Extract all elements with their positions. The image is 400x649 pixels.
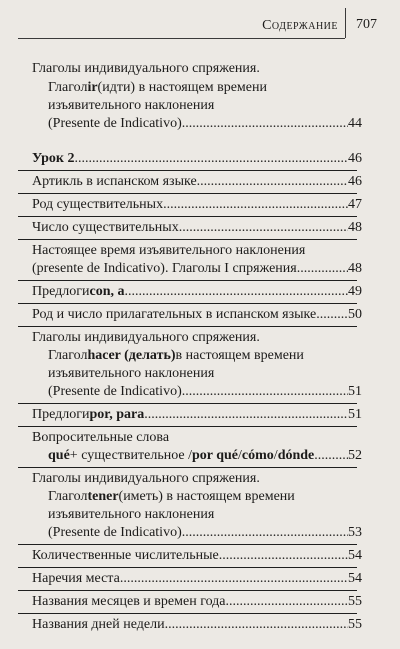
lesson-title: Урок 2 bbox=[32, 151, 75, 166]
toc-page-number: 48 bbox=[348, 220, 362, 235]
divider bbox=[18, 326, 357, 327]
toc-page-number: 55 bbox=[348, 594, 362, 609]
toc-entry[interactable] bbox=[32, 593, 362, 611]
toc-text: изъявительного наклонения bbox=[48, 98, 215, 113]
toc-entry[interactable] bbox=[32, 406, 362, 424]
toc-page-number: 55 bbox=[348, 617, 362, 632]
toc-text: + существительное / bbox=[69, 448, 192, 463]
toc-text: Предлоги bbox=[32, 284, 90, 299]
toc-text: Глагол bbox=[48, 348, 88, 363]
toc-text: в настоящем времени bbox=[175, 348, 304, 363]
toc-bold-term: por qué bbox=[191, 448, 239, 463]
toc-entry[interactable] bbox=[48, 447, 362, 465]
divider bbox=[18, 193, 357, 194]
toc-text: Число существительных bbox=[32, 220, 179, 235]
toc-entry[interactable] bbox=[32, 570, 362, 588]
toc-entry[interactable] bbox=[32, 219, 362, 237]
toc-text: Названия месяцев и времен года bbox=[32, 594, 226, 609]
toc-page-number: 54 bbox=[348, 548, 362, 563]
toc-page-number: 54 bbox=[348, 571, 362, 586]
toc-text: Названия дней недели bbox=[32, 617, 165, 632]
divider bbox=[18, 613, 357, 614]
dot-leader bbox=[226, 593, 348, 611]
toc-text: изъявительного наклонения bbox=[48, 507, 215, 522]
toc-entry[interactable] bbox=[32, 616, 362, 634]
toc-page-number: 51 bbox=[348, 384, 362, 399]
toc-heading bbox=[32, 60, 362, 78]
toc-page-number: 46 bbox=[348, 151, 362, 166]
toc-text: Предлоги bbox=[32, 407, 90, 422]
dot-leader bbox=[124, 283, 348, 301]
toc-text: (идти) в настоящем времени bbox=[97, 80, 267, 95]
toc-bold-term: ir bbox=[87, 80, 98, 95]
toc-text: (presente de Indicativo). Глаголы I спряжения bbox=[32, 261, 297, 276]
toc-text: Глаголы индивидуального спряжения. bbox=[32, 61, 260, 76]
toc-text: Глагол bbox=[48, 80, 88, 95]
toc-text: Наречия места bbox=[32, 571, 120, 586]
divider bbox=[18, 590, 357, 591]
toc-entry[interactable] bbox=[32, 196, 362, 214]
toc-text: / bbox=[238, 448, 242, 463]
toc-heading bbox=[32, 470, 362, 488]
toc-text: Род существительных bbox=[32, 197, 164, 212]
divider bbox=[18, 567, 357, 568]
toc-text: Род и число прилагательных в испанском языке bbox=[32, 307, 317, 322]
toc-bold-term: hacer (делать) bbox=[87, 348, 176, 363]
toc-text: (иметь) в настоящем времени bbox=[118, 489, 295, 504]
toc-bold-term: qué bbox=[48, 448, 70, 463]
divider bbox=[18, 467, 357, 468]
page-header bbox=[0, 0, 400, 46]
toc-subline bbox=[48, 79, 362, 97]
toc-subline bbox=[32, 429, 362, 447]
dot-leader bbox=[74, 150, 348, 168]
toc-bold-term: con, a bbox=[89, 284, 125, 299]
dot-leader bbox=[314, 447, 348, 465]
toc-text: Глагол bbox=[48, 489, 88, 504]
toc-text: (Presente de Indicativo) bbox=[48, 384, 182, 399]
divider bbox=[18, 280, 357, 281]
toc-subline bbox=[48, 365, 362, 383]
toc-page-number: 50 bbox=[348, 307, 362, 322]
page-number: 707 bbox=[356, 17, 377, 32]
toc-bold-term: tener bbox=[87, 489, 119, 504]
toc-subline bbox=[32, 242, 362, 260]
divider bbox=[18, 239, 357, 240]
dot-leader bbox=[316, 306, 348, 324]
toc-page-number: 44 bbox=[348, 116, 362, 131]
toc-page-number: 46 bbox=[348, 174, 362, 189]
dot-leader bbox=[182, 115, 348, 133]
toc-page-number: 47 bbox=[348, 197, 362, 212]
divider bbox=[18, 216, 357, 217]
dot-leader bbox=[120, 570, 348, 588]
toc-entry[interactable] bbox=[32, 283, 362, 301]
toc-text: Глаголы индивидуального спряжения. bbox=[32, 471, 260, 486]
toc-page-number: 48 bbox=[348, 261, 362, 276]
toc-entry[interactable] bbox=[48, 524, 362, 542]
toc-text: Артикль в испанском языке bbox=[32, 174, 197, 189]
toc-text: Глаголы индивидуального спряжения. bbox=[32, 330, 260, 345]
toc-text: Количественные числительные bbox=[32, 548, 219, 563]
toc-entry[interactable] bbox=[32, 173, 362, 191]
divider bbox=[18, 403, 357, 404]
header-rule bbox=[18, 38, 345, 39]
dot-leader bbox=[182, 524, 348, 542]
toc-page-number: 51 bbox=[348, 407, 362, 422]
toc-text: Вопросительные слова bbox=[32, 430, 170, 445]
toc-bold-term: dónde bbox=[277, 448, 315, 463]
toc-entry[interactable] bbox=[32, 306, 362, 324]
running-title: Содержание bbox=[262, 18, 338, 33]
toc-entry[interactable] bbox=[32, 260, 362, 278]
toc-text: изъявительного наклонения bbox=[48, 366, 215, 381]
divider bbox=[18, 303, 357, 304]
toc-entry[interactable] bbox=[48, 383, 362, 401]
toc-text: / bbox=[273, 448, 278, 463]
header-separator bbox=[345, 8, 346, 38]
divider bbox=[18, 426, 357, 427]
divider bbox=[18, 544, 357, 545]
toc-page-number: 49 bbox=[348, 284, 362, 299]
dot-leader bbox=[165, 616, 348, 634]
dot-leader bbox=[163, 196, 348, 214]
toc-text: Настоящее время изъявительного наклонения bbox=[32, 243, 306, 258]
toc-entry[interactable] bbox=[32, 547, 362, 565]
toc-bold-term: cómo bbox=[241, 448, 274, 463]
dot-leader bbox=[182, 383, 348, 401]
toc-subline bbox=[48, 488, 362, 506]
divider bbox=[18, 170, 357, 171]
dot-leader bbox=[179, 219, 348, 237]
dot-leader bbox=[297, 260, 348, 278]
toc-text: (Presente de Indicativo) bbox=[48, 116, 182, 131]
toc-heading bbox=[32, 329, 362, 347]
toc-subline bbox=[48, 347, 362, 365]
toc-text: (Presente de Indicativo) bbox=[48, 525, 182, 540]
toc-subline bbox=[48, 506, 362, 524]
toc-bold-term: por, para bbox=[89, 407, 145, 422]
dot-leader bbox=[219, 547, 348, 565]
toc-lesson-entry[interactable] bbox=[32, 150, 362, 168]
toc-subline bbox=[48, 97, 362, 115]
toc-page-number: 52 bbox=[348, 448, 362, 463]
toc-entry[interactable] bbox=[48, 115, 362, 133]
dot-leader bbox=[144, 406, 348, 424]
dot-leader bbox=[197, 173, 348, 191]
toc-page-number: 53 bbox=[348, 525, 362, 540]
